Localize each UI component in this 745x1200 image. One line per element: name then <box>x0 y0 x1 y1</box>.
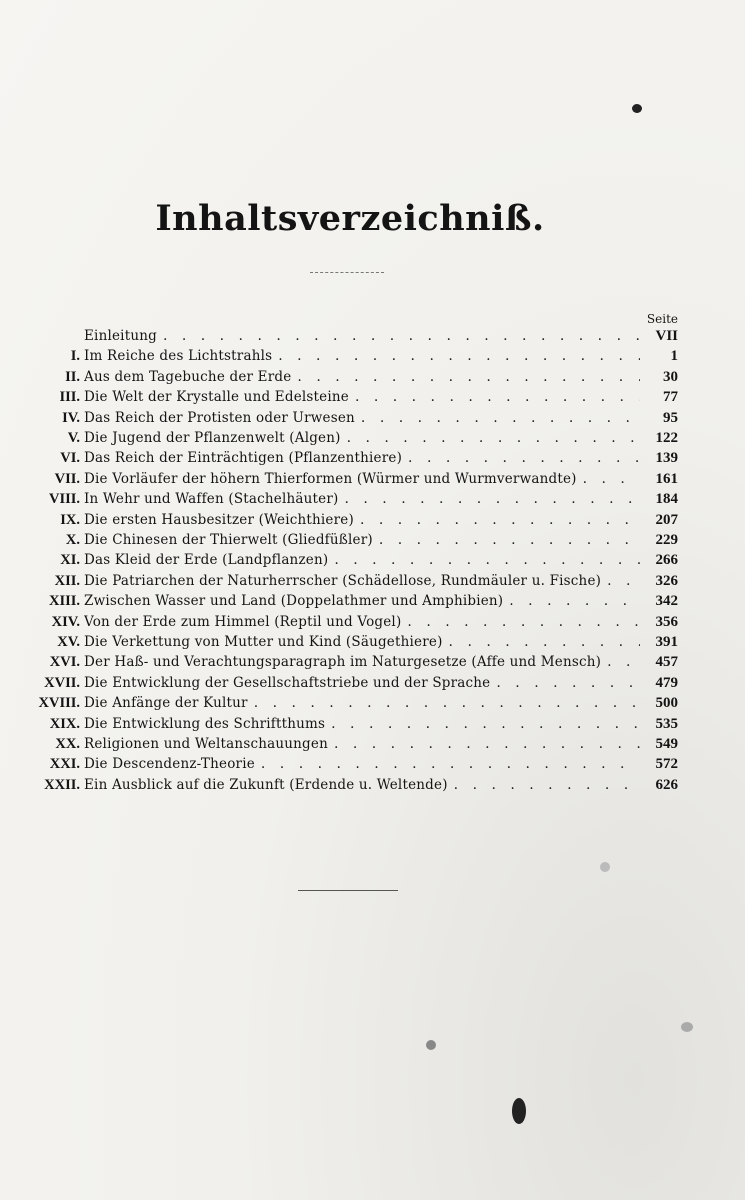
dot-leader <box>334 550 640 570</box>
entry-line <box>84 734 640 754</box>
toc-entry <box>0 693 745 713</box>
chapter-title: Die Vorläufer der höhern Thierformen (Würmer und Wurmverwandte) <box>84 470 577 487</box>
dot-leader <box>407 612 640 632</box>
chapter-number: III. <box>59 389 80 406</box>
toc-entry <box>0 510 745 530</box>
toc-entry <box>0 591 745 611</box>
chapter-number: XV. <box>57 634 80 650</box>
bottom-divider <box>298 890 398 891</box>
chapter-title: Das Kleid der Erde (Landpflanzen) <box>84 552 329 569</box>
page-number: 356 <box>655 613 678 630</box>
entry-line <box>84 489 640 509</box>
dot-leader <box>278 346 640 366</box>
page-number: 342 <box>655 593 678 610</box>
entry-line <box>84 448 640 468</box>
chapter-title: Die Entwicklung des Schriftthums <box>84 715 326 732</box>
page-number: 266 <box>655 552 678 569</box>
chapter-title: Religionen und Weltanschauungen <box>84 736 328 752</box>
page-number: 161 <box>655 470 678 487</box>
chapter-title: Einleitung <box>84 328 157 344</box>
toc-entry <box>0 346 745 366</box>
entry-line <box>84 367 640 387</box>
entry-line <box>84 632 640 652</box>
entry-line <box>84 428 640 448</box>
page-number: VII <box>655 328 678 344</box>
toc-entry <box>0 448 745 468</box>
dot-leader <box>347 428 640 448</box>
chapter-title: Die Patriarchen der Naturherrscher (Schädellose, Rundmäuler u. Fische) <box>84 572 602 589</box>
chapter-number: I. <box>70 348 80 365</box>
toc-entry <box>0 428 745 448</box>
page-number: 139 <box>655 450 678 467</box>
chapter-title: Die Welt der Krystalle und Edelsteine <box>84 389 349 406</box>
page-number: 207 <box>655 511 678 528</box>
page-number: 229 <box>655 532 678 548</box>
ink-speck <box>681 1022 693 1032</box>
page-number: 500 <box>655 695 678 712</box>
chapter-number: II. <box>65 368 80 385</box>
chapter-title: Die ersten Hausbesitzer (Weichthiere) <box>84 511 354 528</box>
toc-entry <box>0 387 745 407</box>
title-divider <box>310 272 384 274</box>
toc-entry <box>0 775 745 795</box>
chapter-number: IX. <box>60 511 80 528</box>
chapter-number: XX. <box>55 736 80 752</box>
chapter-title: Zwischen Wasser und Land (Doppelathmer und Amphibien) <box>84 593 504 610</box>
dot-leader <box>408 448 640 468</box>
chapter-title: Die Jugend der Pflanzenwelt (Algen) <box>84 430 341 446</box>
entry-line <box>84 510 640 530</box>
toc-entry <box>0 469 745 489</box>
ink-speck <box>426 1040 436 1050</box>
chapter-title: In Wehr und Waffen (Stachelhäuter) <box>84 491 339 508</box>
dot-leader <box>163 326 640 346</box>
chapter-title: Von der Erde zum Himmel (Reptil und Vogel) <box>84 613 402 630</box>
chapter-title: Aus dem Tagebuche der Erde <box>84 368 292 385</box>
chapter-number: XVI. <box>49 654 80 671</box>
toc-entry <box>0 754 745 774</box>
chapter-title: Die Verkettung von Mutter und Kind (Säugethiere) <box>84 634 443 650</box>
page-number: 77 <box>663 389 678 406</box>
dot-leader <box>254 693 640 713</box>
chapter-title: Die Descendenz-Theorie <box>84 756 255 773</box>
page-number: 122 <box>655 430 678 446</box>
entry-line <box>84 693 640 713</box>
toc-entry <box>0 489 745 509</box>
toc-entry <box>0 571 745 591</box>
entry-line <box>84 326 640 346</box>
page-number: 1 <box>670 348 678 365</box>
chapter-number: V. <box>67 430 80 446</box>
chapter-number: XXI. <box>49 756 80 773</box>
dot-leader <box>361 408 640 428</box>
chapter-number: XII. <box>54 572 80 589</box>
entry-line <box>84 387 640 407</box>
page-number: 626 <box>655 776 678 793</box>
page-number: 391 <box>655 634 678 650</box>
ink-speck <box>632 104 642 113</box>
page-column-label: Seite <box>646 312 678 326</box>
chapter-title: Die Anfänge der Kultur <box>84 695 248 712</box>
entry-line <box>84 346 640 366</box>
page-number: 572 <box>655 756 678 773</box>
chapter-number: XVII. <box>44 674 80 691</box>
toc-entry <box>0 714 745 734</box>
chapter-number: XIV. <box>51 613 80 630</box>
page-number: 184 <box>655 491 678 508</box>
page-number: 479 <box>655 674 678 691</box>
chapter-number: XI. <box>60 552 80 569</box>
page-number: 326 <box>655 572 678 589</box>
chapter-title: Im Reiche des Lichtstrahls <box>84 348 273 365</box>
page-number: 549 <box>655 736 678 752</box>
page-number: 535 <box>655 715 678 732</box>
chapter-number: VIII. <box>48 491 80 508</box>
toc-entry <box>0 530 745 550</box>
entry-line <box>84 550 640 570</box>
toc-entry <box>0 612 745 632</box>
dot-leader <box>454 775 640 795</box>
entry-line <box>84 571 640 591</box>
toc-entry <box>0 632 745 652</box>
toc-entry <box>0 550 745 570</box>
chapter-title: Die Chinesen der Thierwelt (Gliedfüßler) <box>84 532 373 548</box>
entry-line <box>84 408 640 428</box>
ink-speck <box>600 862 610 872</box>
dot-leader <box>331 714 640 734</box>
entry-line <box>84 530 640 550</box>
toc-entry <box>0 652 745 672</box>
chapter-number: VI. <box>60 450 80 467</box>
chapter-title: Ein Ausblick auf die Zukunft (Erdende u. Weltende) <box>84 776 448 793</box>
toc-entry <box>0 326 745 346</box>
toc-entry <box>0 734 745 754</box>
dot-leader <box>297 367 640 387</box>
entry-line <box>84 469 640 489</box>
chapter-number: IV. <box>62 409 80 426</box>
chapter-number: XIII. <box>48 593 80 610</box>
toc-entry <box>0 367 745 387</box>
entry-line <box>84 775 640 795</box>
chapter-title: Das Reich der Protisten oder Urwesen <box>84 409 355 426</box>
ink-speck <box>512 1098 526 1124</box>
chapter-title: Der Haß- und Verachtungsparagraph im Naturgesetze (Affe und Mensch) <box>84 654 602 671</box>
dot-leader <box>261 754 640 774</box>
chapter-title: Die Entwicklung der Gesellschaftstriebe und der Sprache <box>84 674 491 691</box>
dot-leader <box>449 632 640 652</box>
chapter-number: XIX. <box>49 715 80 732</box>
entry-line <box>84 652 640 672</box>
chapter-number: XVIII. <box>38 695 80 712</box>
entry-line <box>84 714 640 734</box>
page-number: 30 <box>663 368 678 385</box>
entry-line <box>84 591 640 611</box>
chapter-number: XXII. <box>44 776 80 793</box>
toc-entry <box>0 408 745 428</box>
dot-leader <box>334 734 640 754</box>
entry-line <box>84 612 640 632</box>
dot-leader <box>360 510 640 530</box>
dot-leader <box>345 489 641 509</box>
dot-leader <box>379 530 640 550</box>
entry-line <box>84 754 640 774</box>
chapter-number: VII. <box>54 470 80 487</box>
toc-entry <box>0 673 745 693</box>
dot-leader <box>509 591 640 611</box>
entry-line <box>84 673 640 693</box>
chapter-title: Das Reich der Einträchtigen (Pflanzenthiere) <box>84 450 403 467</box>
chapter-number: X. <box>65 532 80 548</box>
page-number: 95 <box>663 409 678 426</box>
page-title: Inhaltsverzeichniß. <box>155 198 545 239</box>
page-number: 457 <box>655 654 678 671</box>
dot-leader <box>496 673 640 693</box>
dot-leader <box>355 387 640 407</box>
